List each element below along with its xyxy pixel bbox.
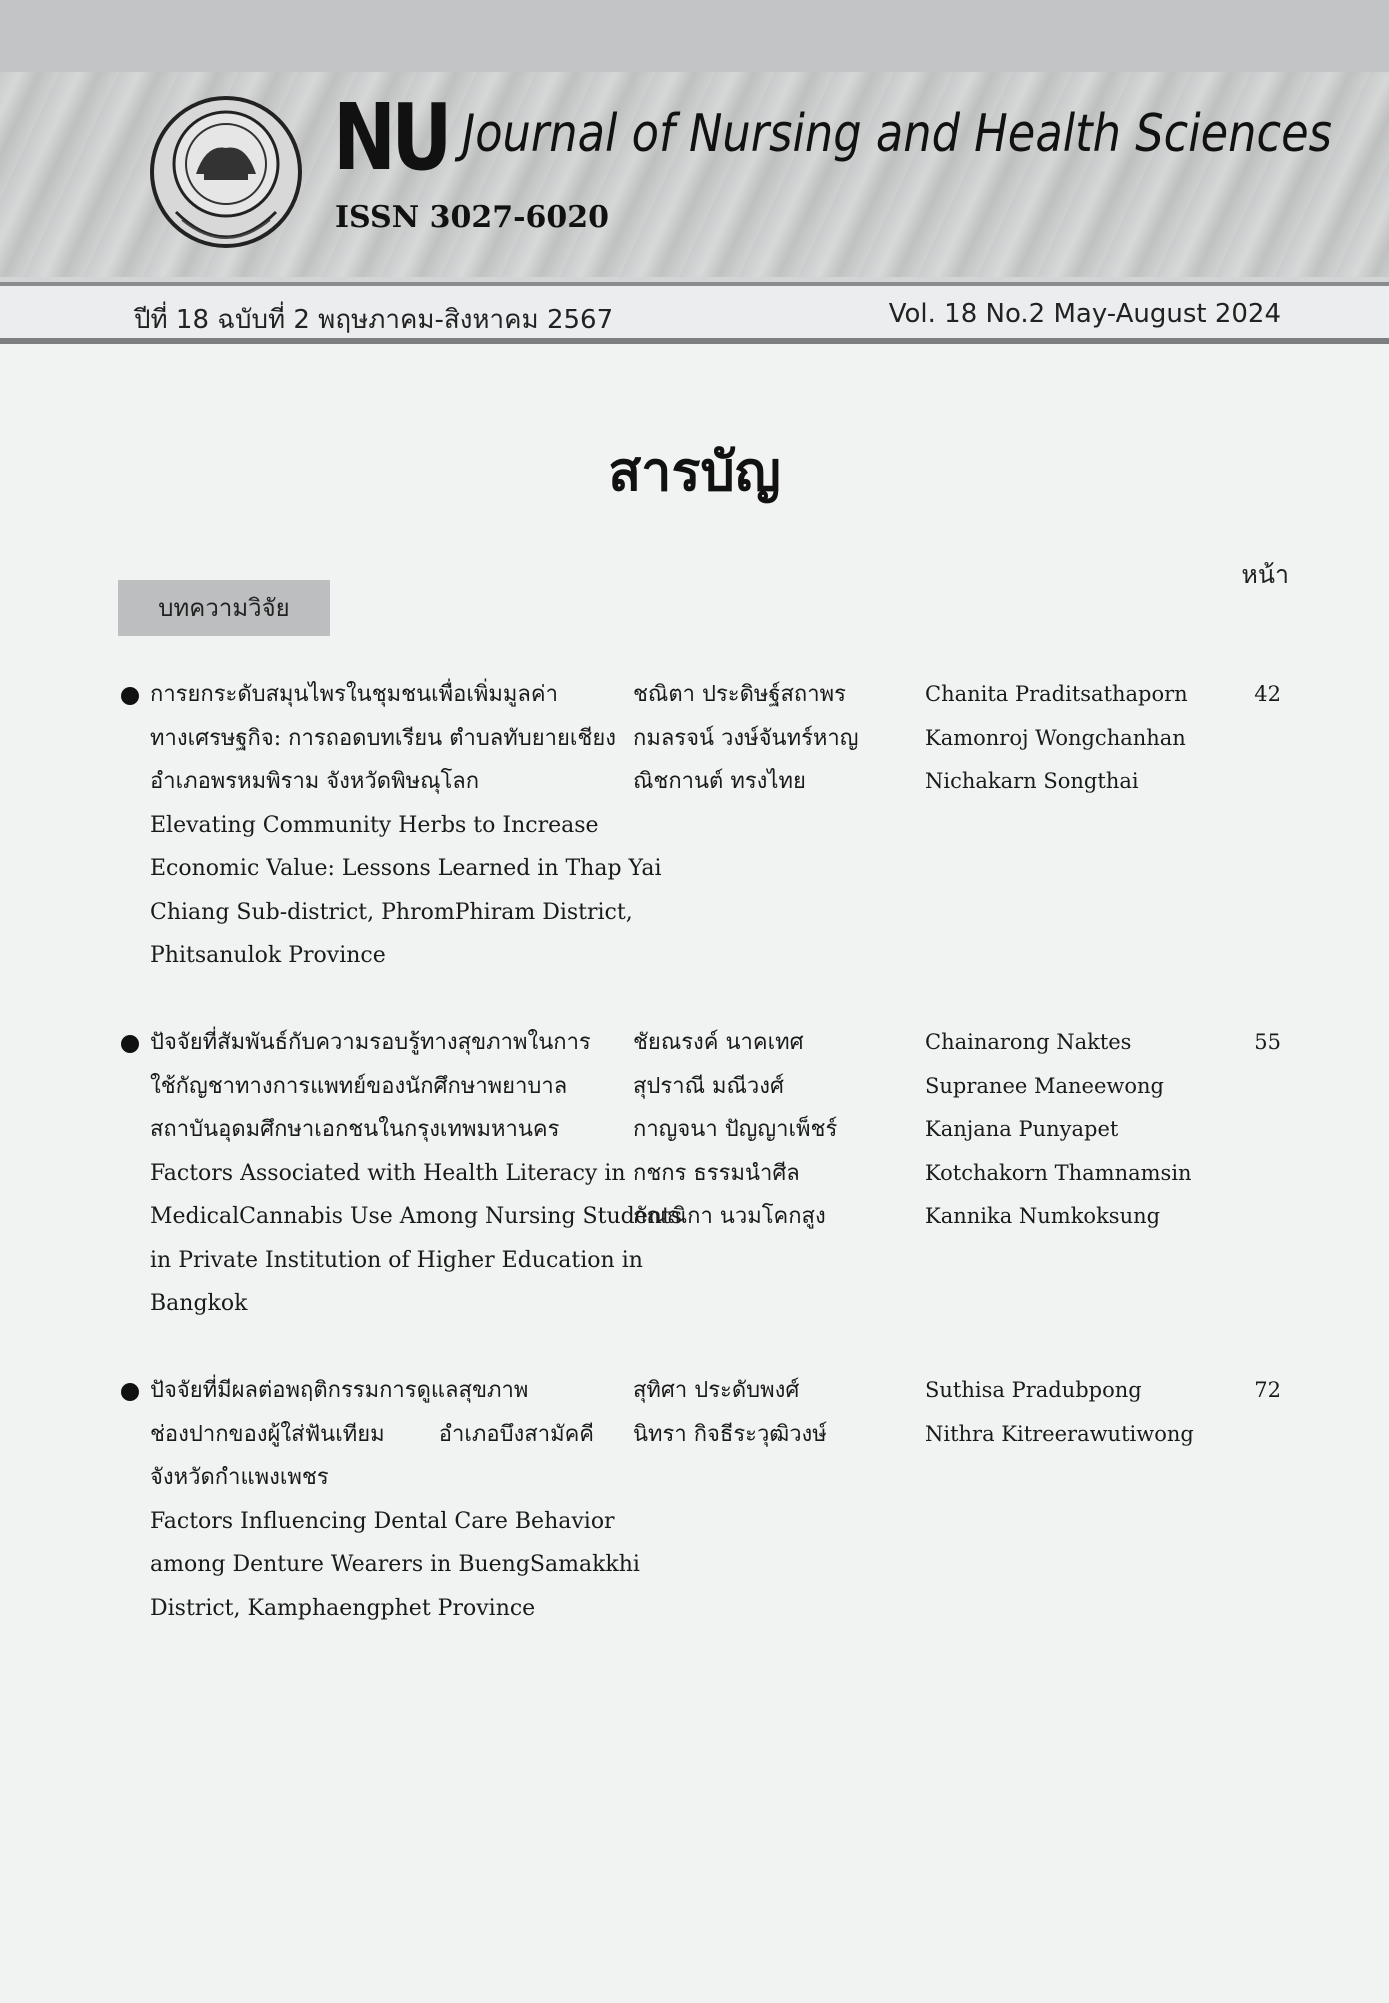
section-label: บทความวิจัย xyxy=(118,580,330,636)
journal-logo-mark: NU xyxy=(333,84,448,191)
header-top-strip xyxy=(0,0,1389,74)
title-thai-line: สถาบันอุดมศึกษาเอกชนในกรุงเทพมหานคร xyxy=(150,1117,560,1142)
authors-thai xyxy=(633,673,893,804)
title-english-line: Economic Value: Lessons Learned in Thap Yai xyxy=(150,856,662,881)
author-english: Nithra Kitreerawutiwong xyxy=(925,1421,1194,1446)
authors-thai xyxy=(633,1021,893,1239)
author-thai: นิทรา กิจธีระวุฒิวงษ์ xyxy=(633,1421,827,1447)
author-english: Kamonroj Wongchanhan xyxy=(925,725,1186,750)
title-thai-line: จังหวัดกำแพงเพชร xyxy=(150,1465,329,1490)
author-thai: กมลรจน์ วงษ์จันทร์หาญ xyxy=(633,725,859,751)
author-english: Chanita Praditsathaporn xyxy=(925,682,1188,706)
page-title: สารบัญ xyxy=(608,440,781,503)
author-thai: สุทิศา ประดับพงศ์ xyxy=(633,1378,800,1403)
journal-name: Journal of Nursing and Health Sciences xyxy=(462,104,1332,164)
title-thai-line: ปัจจัยที่สัมพันธ์กับความรอบรู้ทางสุขภาพในการ xyxy=(150,1030,591,1055)
authors-english xyxy=(925,673,1225,804)
title-english-line: Chiang Sub-district, PhromPhiram District, xyxy=(150,899,633,925)
bullet-icon xyxy=(121,1035,139,1053)
title-thai-line: ช่องปากของผู้ใส่ฟันเทียม อำเภอบึงสามัคคี xyxy=(150,1421,594,1447)
title-thai-line: อำเภอพรหมพิราม จังหวัดพิษณุโลก xyxy=(150,769,480,794)
page-number: 55 xyxy=(1254,1030,1281,1054)
article-title xyxy=(150,1369,640,1630)
author-english: Kannika Numkoksung xyxy=(925,1204,1161,1228)
author-english: Chainarong Naktes xyxy=(925,1030,1132,1054)
author-english: Nichakarn Songthai xyxy=(925,769,1139,793)
title-english-line: in Private Institution of Higher Education in xyxy=(150,1247,643,1273)
title-english-line: Elevating Community Herbs to Increase xyxy=(150,812,599,838)
page-number: 72 xyxy=(1254,1378,1281,1402)
authors-english xyxy=(925,1021,1225,1239)
author-thai: สุปราณี มณีวงศ์ xyxy=(633,1073,784,1099)
page-number: 42 xyxy=(1254,682,1281,706)
title-thai-line: การยกระดับสมุนไพรในชุมชนเพื่อเพิ่มมูลค่า xyxy=(150,682,558,707)
faculty-seal-logo xyxy=(146,92,306,252)
author-thai: ชัยณรงค์ นาคเทศ xyxy=(633,1030,804,1055)
author-english: Supranee Maneewong xyxy=(925,1073,1164,1098)
title-english-line: Bangkok xyxy=(150,1291,248,1316)
page-column-label: หน้า xyxy=(1241,560,1289,589)
title-thai-line: ทางเศรษฐกิจ: การถอดบทเรียน ตำบลทับยายเชียง xyxy=(150,725,616,751)
author-english: Kotchakorn Thamnamsin xyxy=(925,1160,1192,1185)
author-thai: กชกร ธรรมนำศีล xyxy=(633,1160,800,1186)
title-english-line: Phitsanulok Province xyxy=(150,943,386,968)
title-thai-line: ใช้กัญชาทางการแพทย์ของนักศึกษาพยาบาล xyxy=(150,1073,568,1099)
title-english-line: District, Kamphaengphet Province xyxy=(150,1595,536,1621)
article-title xyxy=(150,673,662,978)
title-english-line: MedicalCannabis Use Among Nursing Students xyxy=(150,1204,683,1229)
bullet-icon xyxy=(121,1383,139,1401)
title-english-line: among Denture Wearers in BuengSamakkhi xyxy=(150,1552,640,1577)
author-thai: ณิชกานต์ ทรงไทย xyxy=(633,769,806,794)
bullet-icon xyxy=(121,687,139,705)
title-thai-line: ปัจจัยที่มีผลต่อพฤติกรรมการดูแลสุขภาพ xyxy=(150,1378,529,1403)
title-english-line: Factors Associated with Health Literacy in xyxy=(150,1160,626,1186)
author-english: Suthisa Pradubpong xyxy=(925,1378,1142,1402)
author-thai: ชณิตา ประดิษฐ์สถาพร xyxy=(633,682,846,707)
article-title xyxy=(150,1021,683,1326)
author-thai: กาญจนา ปัญญาเพ็ชร์ xyxy=(633,1117,838,1142)
issue-info-english: Vol. 18 No.2 May-August 2024 xyxy=(888,299,1281,329)
author-english: Kanjana Punyapet xyxy=(925,1117,1119,1141)
authors-thai xyxy=(633,1369,893,1456)
title-english-line: Factors Influencing Dental Care Behavior xyxy=(150,1508,615,1534)
authors-english xyxy=(925,1369,1225,1456)
issn-number: ISSN 3027-6020 xyxy=(335,200,610,235)
issue-info-thai: ปีที่ 18 ฉบับที่ 2 พฤษภาคม-สิงหาคม 2567 xyxy=(134,305,614,335)
author-thai: กัณณิกา นวมโคกสูง xyxy=(633,1204,826,1229)
